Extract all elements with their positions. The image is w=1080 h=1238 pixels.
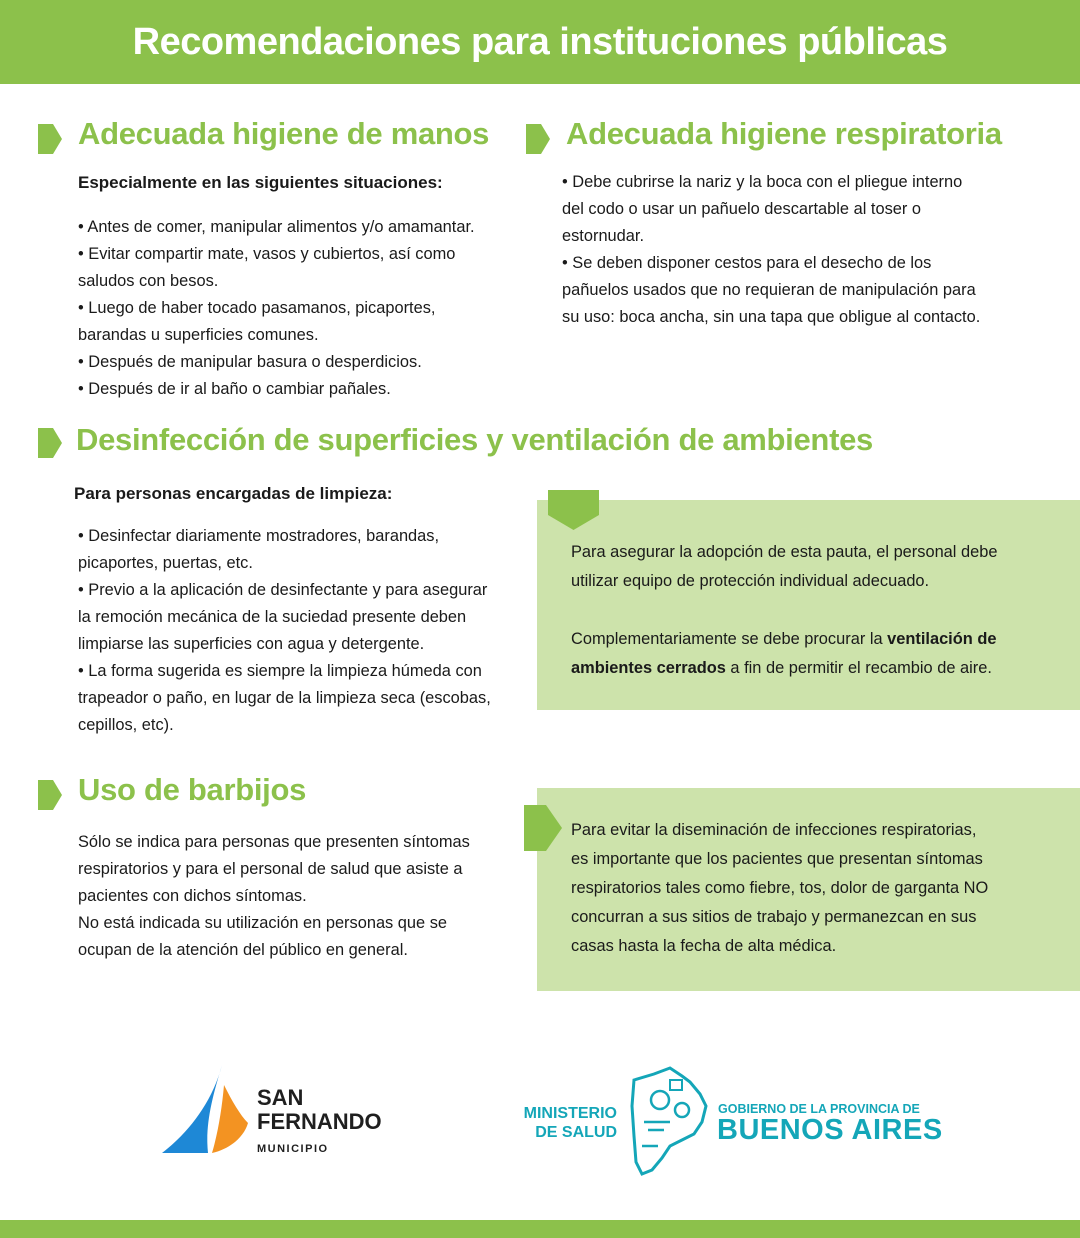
san-fernando-name: SAN FERNANDO — [257, 1085, 382, 1134]
section-arrow-icon — [38, 124, 62, 154]
list-item: picaportes, puertas, etc. — [78, 554, 253, 572]
section-arrow-icon — [38, 428, 62, 458]
box-side-arrow-icon — [524, 805, 562, 851]
list-item: • Se deben disponer cestos para el desecho de los — [562, 254, 932, 272]
list-item: • Luego de haber tocado pasamanos, picaportes, — [78, 299, 436, 317]
list-item: cepillos, etc). — [78, 716, 174, 734]
disinfection-section-title: Desinfección de superficies y ventilación de ambientes — [76, 422, 873, 457]
list-item: • Después de manipular basura o desperdicios. — [78, 353, 422, 371]
box-line: utilizar equipo de protección individual adecuado. — [571, 572, 930, 590]
san-fernando-municipio: MUNICIPIO — [257, 1143, 329, 1155]
box-line: casas hasta la fecha de alta médica. — [571, 937, 837, 955]
list-item: saludos con besos. — [78, 272, 219, 290]
list-item: pañuelos usados que no requieran de manipulación para — [562, 281, 976, 299]
masks-text — [78, 829, 470, 964]
masks-section-title: Uso de barbijos — [78, 772, 307, 807]
ministerio-salud-text: MINISTERIO DE SALUD — [523, 1105, 617, 1141]
disinfection-subtitle: Para personas encargadas de limpieza: — [74, 484, 393, 503]
respiratory-section-title: Adecuada higiene respiratoria — [566, 116, 1002, 151]
section-arrow-icon — [526, 124, 550, 154]
list-item: • Después de ir al baño o cambiar pañales. — [78, 380, 391, 398]
gobierno-provincia-text: GOBIERNO DE LA PROVINCIA DE — [718, 1102, 920, 1116]
list-item: • Antes de comer, manipular alimentos y/o amamantar. — [78, 218, 475, 236]
buenos-aires-text: BUENOS AIRES — [717, 1114, 943, 1146]
list-item: trapeador o paño, en lugar de la limpieza seca (escobas, — [78, 689, 491, 707]
footer-bar — [0, 1220, 1080, 1238]
box-line: ambientes cerrados a fin de permitir el recambio de aire. — [571, 659, 992, 677]
text-line: ocupan de la atención del público en general. — [78, 941, 408, 959]
hands-subtitle: Especialmente en las siguientes situaciones: — [78, 173, 443, 192]
list-item: del codo o usar un pañuelo descartable al toser o — [562, 200, 922, 218]
list-item: • Debe cubrirse la nariz y la boca con el pliegue interno — [562, 173, 963, 191]
ppe-info-text — [571, 538, 997, 683]
list-item: su uso: boca ancha, sin una tapa que obligue al contacto. — [562, 308, 981, 326]
respiratory-list — [562, 169, 980, 331]
page-title: Recomendaciones para instituciones públicas — [132, 21, 948, 63]
hands-section-title: Adecuada higiene de manos — [78, 116, 490, 151]
text-line: pacientes con dichos síntomas. — [78, 887, 307, 905]
box-line: es importante que los pacientes que presentan síntomas — [571, 850, 983, 868]
symptoms-info-text — [571, 816, 988, 961]
box-tab-arrow-icon — [548, 490, 599, 530]
list-item: • Previo a la aplicación de desinfectante y para asegurar — [78, 581, 488, 599]
buenos-aires-province-map-icon — [630, 1066, 710, 1176]
box-line: respiratorios tales como fiebre, tos, dolor de garganta NO — [571, 879, 989, 897]
list-item: • Desinfectar diariamente mostradores, barandas, — [78, 527, 440, 545]
san-fernando-logo-icon — [160, 1063, 250, 1155]
disinfection-list — [78, 523, 491, 739]
box-line: Para asegurar la adopción de esta pauta, el personal debe — [571, 543, 998, 561]
list-item: la remoción mecánica de la suciedad presente deben — [78, 608, 467, 626]
hands-list — [78, 214, 475, 403]
box-line: Complementariamente se debe procurar la ventilación de — [571, 630, 997, 648]
list-item: barandas u superficies comunes. — [78, 326, 319, 344]
list-item: estornudar. — [562, 227, 645, 245]
text-line: No está indicada su utilización en personas que se — [78, 914, 448, 932]
box-line: concurran a sus sitios de trabajo y permanezcan en sus — [571, 908, 977, 926]
text-line: Sólo se indica para personas que presenten síntomas — [78, 833, 470, 851]
text-line: respiratorios y para el personal de salud que asiste a — [78, 860, 463, 878]
list-item: • Evitar compartir mate, vasos y cubiertos, así como — [78, 245, 456, 263]
list-item: limpiarse las superficies con agua y detergente. — [78, 635, 425, 653]
list-item: • La forma sugerida es siempre la limpieza húmeda con — [78, 662, 482, 680]
section-arrow-icon — [38, 780, 62, 810]
box-line: Para evitar la diseminación de infecciones respiratorias, — [571, 821, 977, 839]
